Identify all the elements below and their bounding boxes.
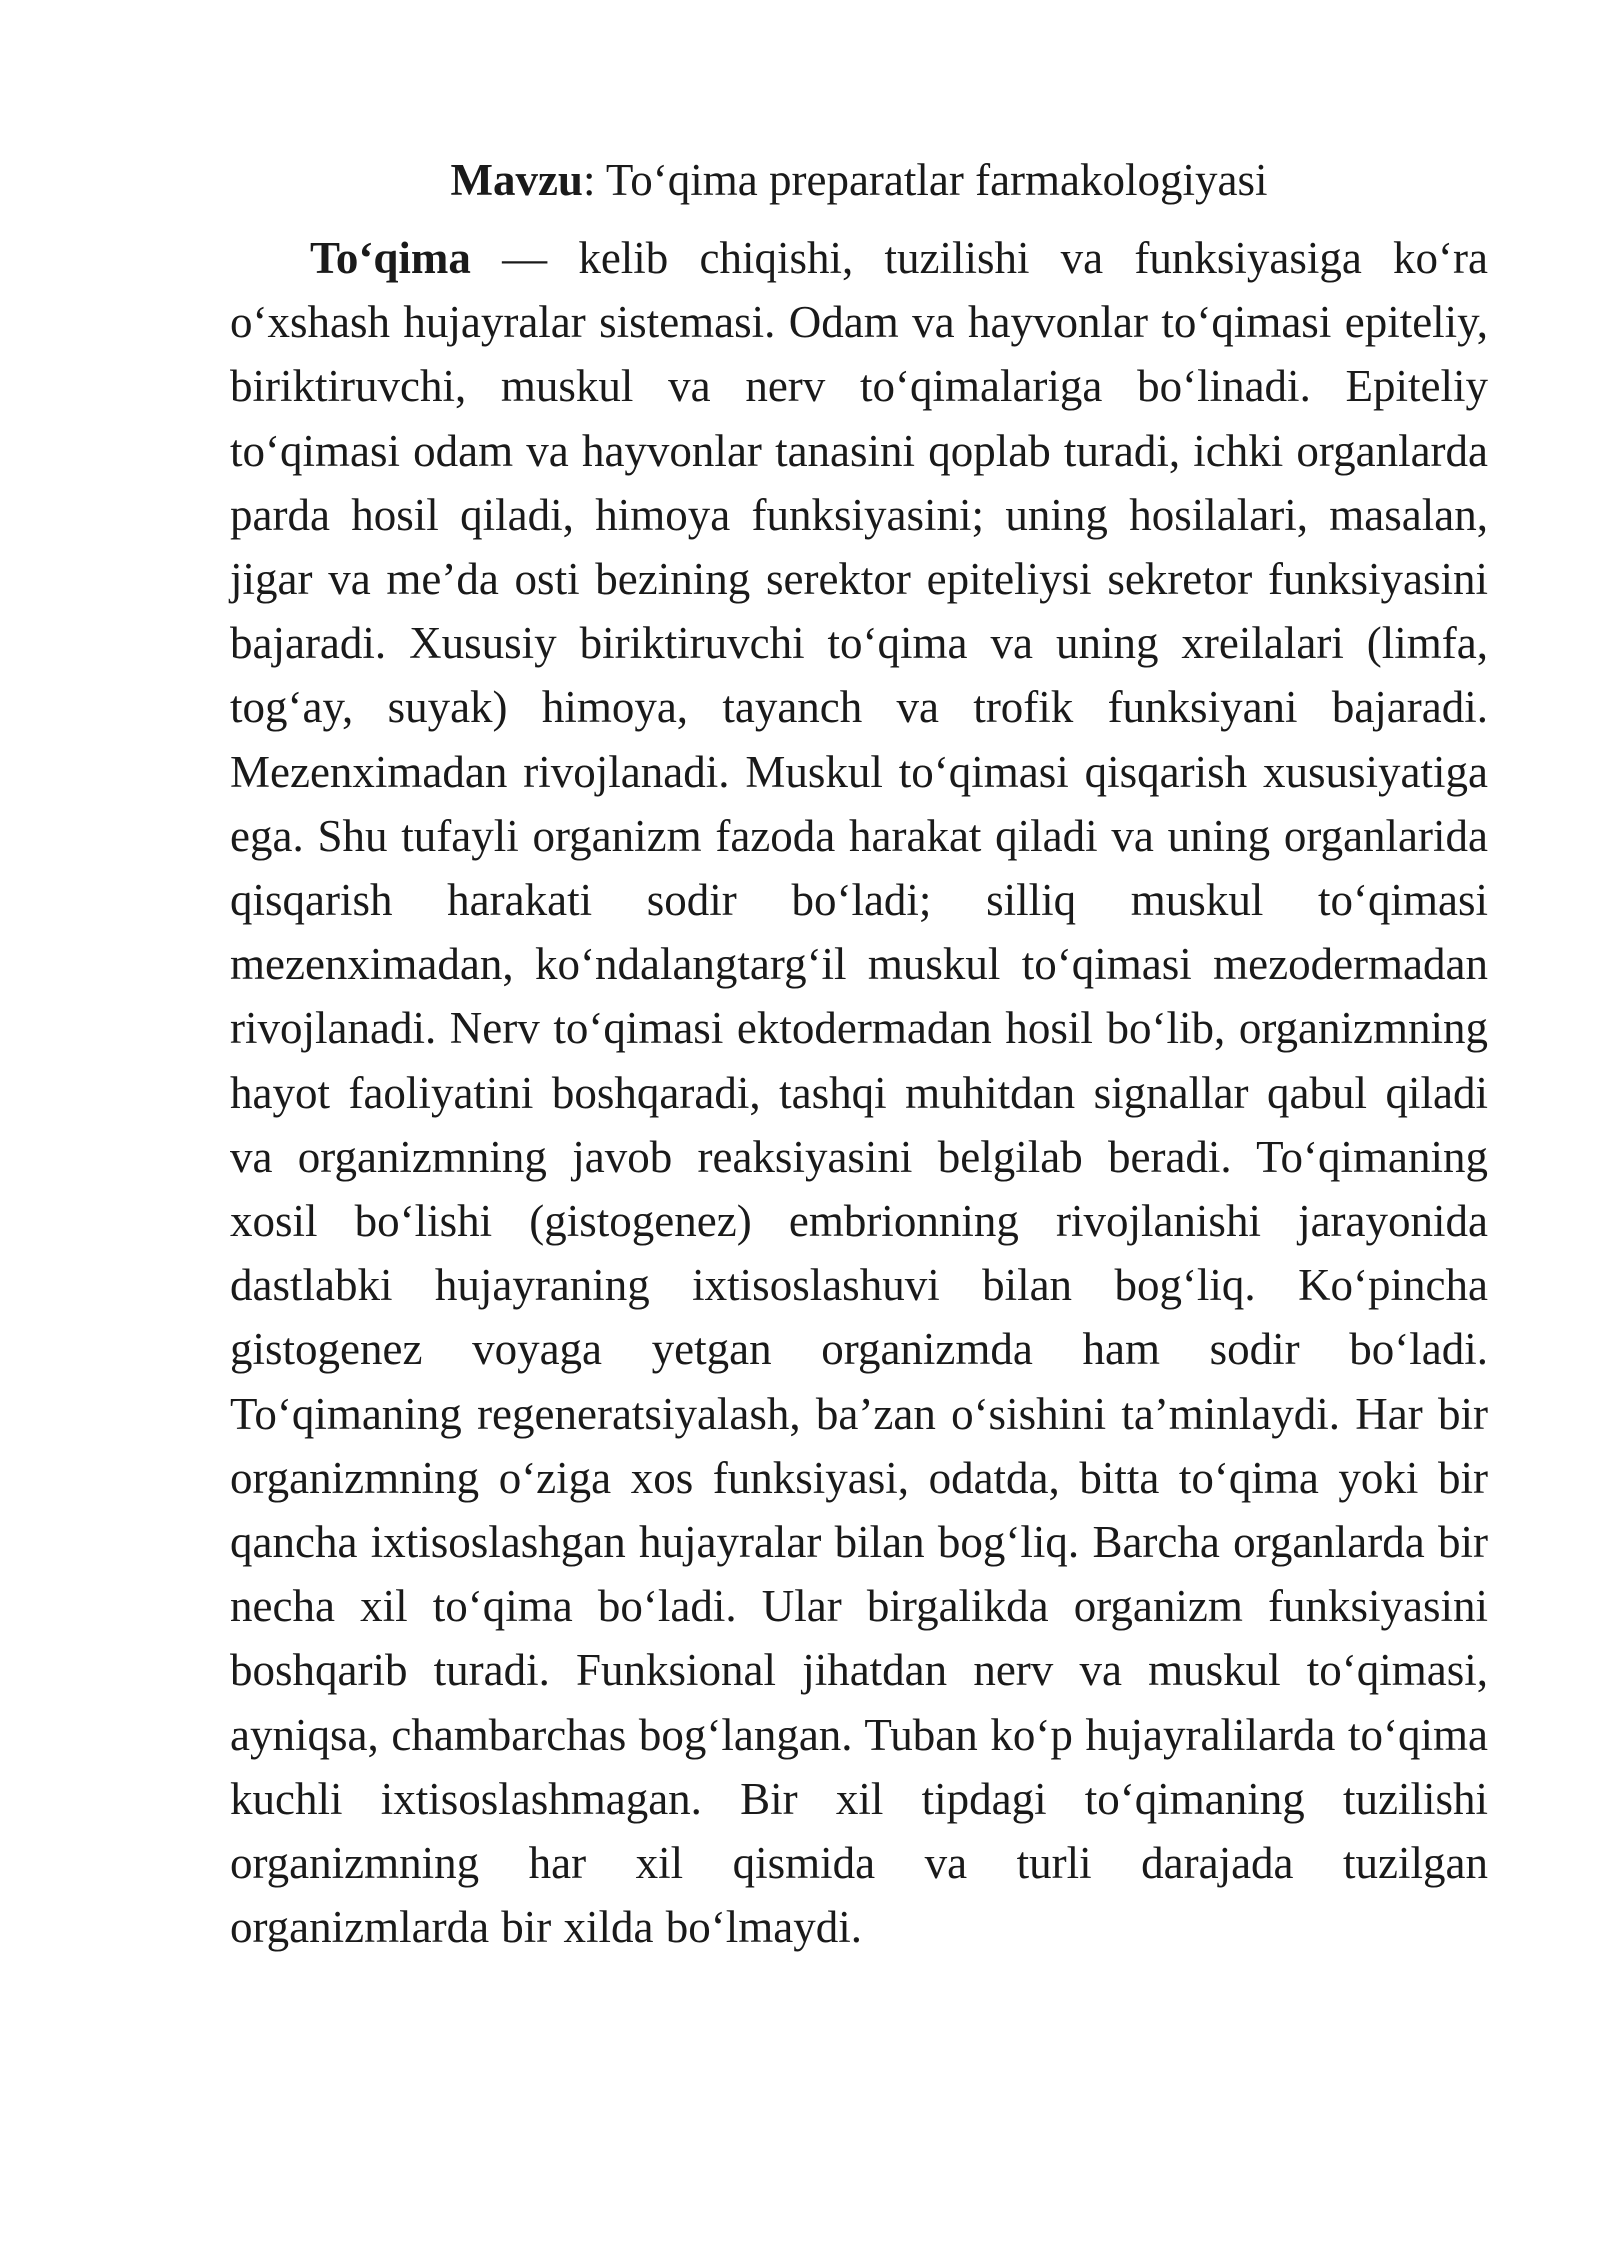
title-separator: : [582,155,606,205]
title-label: Mavzu [450,155,583,205]
title-text: To‘qima preparatlar farmakologiyasi [605,155,1268,205]
body-paragraph [230,226,1488,1959]
document-page [230,148,1488,1959]
document-title [230,148,1488,212]
paragraph-text: — kelib chiqishi, tuzilishi va funksiyasiga ko‘ra o‘xshash hujayralar sistemasi. Odam va hayvonlar to‘qimasi epiteliy, biriktiruvchi, muskul va nerv to‘qimalariga bo‘linadi. Epiteliy to‘qimasi odam va hayvonlar tanasini qoplab turadi, ichki organlarda parda hosil qiladi, himoya funksiyasini; uning hosilalari, masalan, jigar va me’da osti bezining serektor epiteliysi sekretor funksiyasini bajaradi. Xususiy biriktiruvchi to‘qima va uning xreilalari (limfa, tog‘ay, suyak) himoya, tayanch va trofik funksiyani bajaradi. Mezenximadan rivojlanadi. Muskul to‘qimasi qisqarish xususiyatiga ega. Shu tufayli organizm fazoda harakat qiladi va uning organlarida qisqarish harakati sodir bo‘ladi; silliq muskul to‘qimasi mezenximadan, ko‘ndalangtarg‘il muskul to‘qimasi mezodermadan rivojlanadi. Nerv to‘qimasi ektodermadan hosil bo‘lib, organizmning hayot faoliyatini boshqaradi, tashqi muhitdan signallar qabul qiladi va organizmning javob reaksiyasini belgilab beradi. To‘qimaning xosil bo‘lishi (gistogenez) embrionning rivojlanishi jarayonida dastlabki hujayraning ixtisoslashuvi bilan bog‘liq. Ko‘pincha gistogenez voyaga yetgan organizmda ham sodir bo‘ladi. To‘qimaning regeneratsiyalash, ba’zan o‘sishini ta’minlaydi. Har bir organizmning o‘ziga xos funksiyasi, odatda, bitta to‘qima yoki bir qancha ixtisoslashgan hujayralar bilan bog‘liq. Barcha organlarda bir necha xil to‘qima bo‘ladi. Ular birgalikda organizm funksiyasini boshqarib turadi. Funksional jihatdan nerv va muskul to‘qimasi, ayniqsa, chambarchas bog‘langan. Tuban ko‘p hujayralilarda to‘qima kuchli ixtisoslashmagan. Bir xil tipdagi to‘qimaning tuzilishi organizmning har xil qismida va turli darajada tuzilgan organizmlarda bir xilda bo‘lmaydi. [230,233,1488,1953]
defined-term: To‘qima [310,233,471,283]
